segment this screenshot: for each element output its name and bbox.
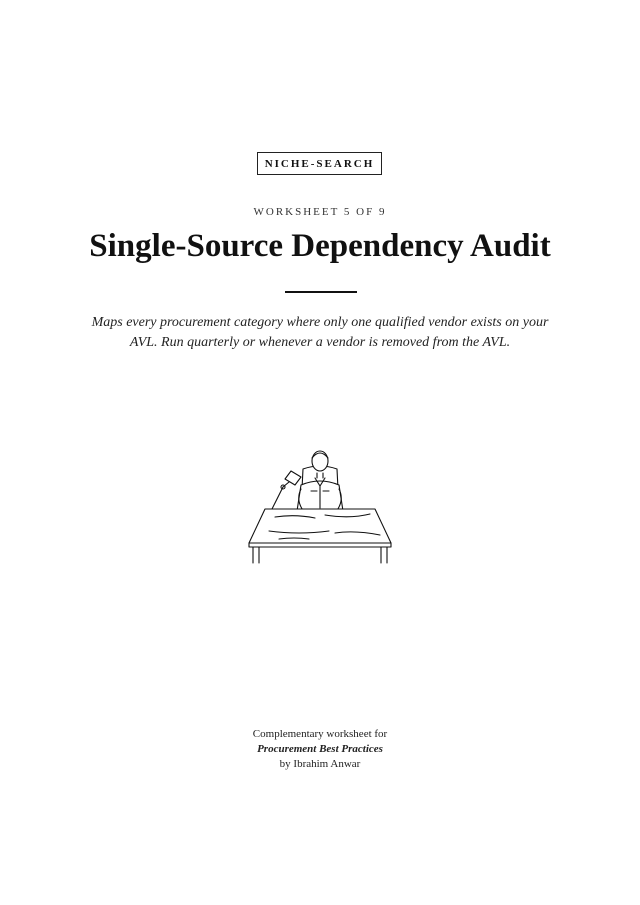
person-at-desk-illustration: [245, 445, 395, 565]
title-divider: [285, 291, 357, 293]
book-title: Procurement Best Practices: [257, 743, 383, 755]
person-head-icon: [312, 451, 328, 471]
author-line: by Ibrahim Anwar: [279, 758, 361, 770]
brand-name: NICHE-SEARCH: [264, 157, 375, 170]
footer-intro: Complementary worksheet for: [252, 728, 388, 740]
page-subtitle: Maps every procurement category where only one qualified vendor exists on your AVL. Run quarterly or whenever a vendor is removed from the AVL.: [91, 315, 549, 350]
worksheet-counter: WORKSHEET 5 OF 9: [253, 206, 387, 218]
footer-credit: [0, 727, 640, 772]
brand-badge: [257, 152, 382, 175]
page-title: Single-Source Dependency Audit: [89, 228, 551, 264]
